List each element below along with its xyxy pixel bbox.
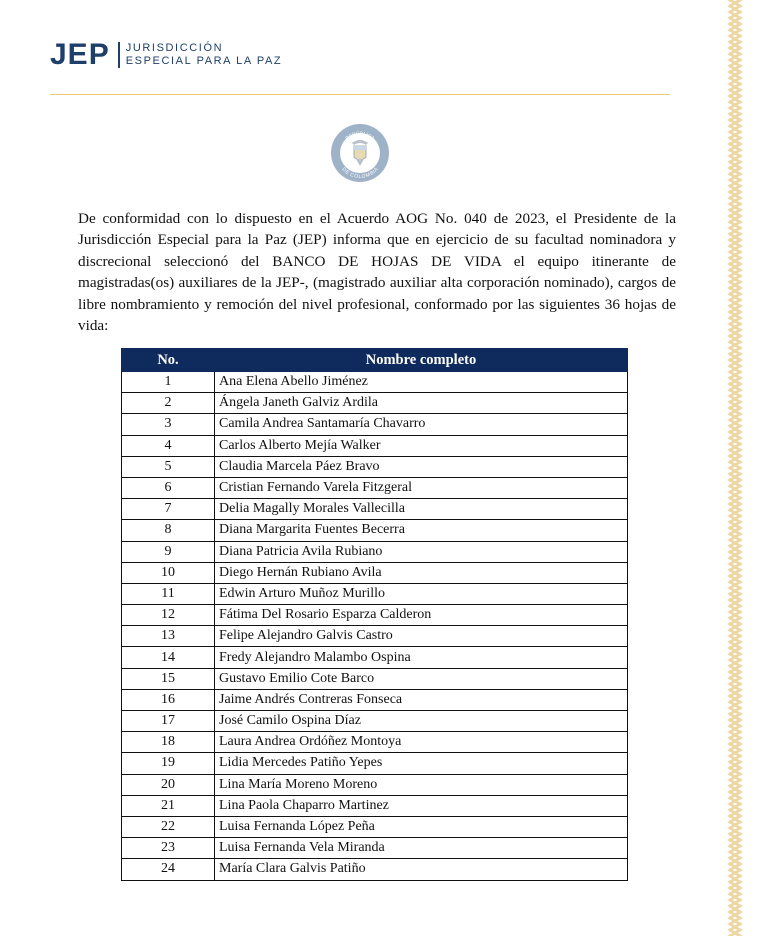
table-row: [122, 689, 628, 710]
row-number: 18: [122, 732, 215, 753]
row-full-name: Luisa Fernanda López Peña: [215, 816, 628, 837]
table-row: [122, 753, 628, 774]
row-full-name: Laura Andrea Ordóñez Montoya: [215, 732, 628, 753]
table-row: [122, 732, 628, 753]
logo-divider: [118, 42, 120, 68]
row-full-name: Lina María Moreno Moreno: [215, 774, 628, 795]
table-row: [122, 795, 628, 816]
row-full-name: Ana Elena Abello Jiménez: [215, 372, 628, 393]
row-full-name: Luisa Fernanda Vela Miranda: [215, 838, 628, 859]
announcement-paragraph: De conformidad con lo dispuesto en el Acuerdo AOG No. 040 de 2023, el Presidente de la Jurisdicción Especial para la Paz (JEP) informa que en ejercicio de su facultad nominadora y discrecional seleccionó del BANCO DE HOJAS DE VIDA el equipo itinerante de magistradas(os) auxiliares de la JEP-, (magistrado auxiliar alta corporación nominado), cargos de libre nombramiento y remoción del nivel profesional, conformado por las siguientes 36 hojas de vida:: [78, 210, 676, 335]
row-number: 13: [122, 626, 215, 647]
table-row: [122, 372, 628, 393]
table-row: [122, 816, 628, 837]
row-number: 14: [122, 647, 215, 668]
colombia-seal-icon: [330, 123, 390, 183]
row-full-name: Cristian Fernando Varela Fitzgeral: [215, 477, 628, 498]
table-row: [122, 626, 628, 647]
row-number: 9: [122, 541, 215, 562]
row-number: 6: [122, 477, 215, 498]
seal-text-top: REPÚBLICA: [344, 130, 376, 142]
table-row: [122, 477, 628, 498]
row-full-name: Carlos Alberto Mejía Walker: [215, 435, 628, 456]
decorative-chevron-border: [717, 0, 753, 936]
row-full-name: Camila Andrea Santamaría Chavarro: [215, 414, 628, 435]
row-number: 24: [122, 859, 215, 880]
column-header-name: Nombre completo: [215, 349, 628, 372]
row-number: 20: [122, 774, 215, 795]
row-full-name: Fátima Del Rosario Esparza Calderon: [215, 605, 628, 626]
row-full-name: Jaime Andrés Contreras Fonseca: [215, 689, 628, 710]
row-number: 22: [122, 816, 215, 837]
row-full-name: José Camilo Ospina Díaz: [215, 711, 628, 732]
row-number: 12: [122, 605, 215, 626]
candidates-table: [121, 348, 628, 881]
row-number: 2: [122, 393, 215, 414]
row-number: 11: [122, 583, 215, 604]
row-full-name: María Clara Galvis Patiño: [215, 859, 628, 880]
table-row: [122, 414, 628, 435]
table-row: [122, 562, 628, 583]
table-row: [122, 499, 628, 520]
table-row: [122, 859, 628, 880]
row-full-name: Ángela Janeth Galviz Ardila: [215, 393, 628, 414]
table-row: [122, 393, 628, 414]
table-row: [122, 605, 628, 626]
table-row: [122, 774, 628, 795]
table-row: [122, 838, 628, 859]
row-number: 3: [122, 414, 215, 435]
header-divider: [50, 94, 670, 95]
logo-text: [126, 42, 283, 68]
row-number: 19: [122, 753, 215, 774]
row-full-name: Fredy Alejandro Malambo Ospina: [215, 647, 628, 668]
row-number: 10: [122, 562, 215, 583]
row-number: 4: [122, 435, 215, 456]
row-full-name: Felipe Alejandro Galvis Castro: [215, 626, 628, 647]
row-number: 5: [122, 456, 215, 477]
row-full-name: Diego Hernán Rubiano Avila: [215, 562, 628, 583]
table-row: [122, 456, 628, 477]
row-full-name: Edwin Arturo Muñoz Murillo: [215, 583, 628, 604]
table-row: [122, 583, 628, 604]
row-number: 1: [122, 372, 215, 393]
logo-line-1: JURISDICCIÓN: [125, 42, 224, 54]
row-full-name: Lidia Mercedes Patiño Yepes: [215, 753, 628, 774]
row-number: 21: [122, 795, 215, 816]
table-header-row: [122, 349, 628, 372]
table-row: [122, 541, 628, 562]
column-header-number: No.: [122, 349, 215, 372]
row-full-name: Diana Margarita Fuentes Becerra: [215, 520, 628, 541]
table-row: [122, 711, 628, 732]
logo-mark: JEP: [50, 38, 110, 71]
row-full-name: Diana Patricia Avila Rubiano: [215, 541, 628, 562]
row-full-name: Claudia Marcela Páez Bravo: [215, 456, 628, 477]
row-number: 8: [122, 520, 215, 541]
row-number: 17: [122, 711, 215, 732]
row-number: 16: [122, 689, 215, 710]
table-row: [122, 520, 628, 541]
row-full-name: Lina Paola Chaparro Martinez: [215, 795, 628, 816]
logo-line-2: ESPECIAL PARA LA PAZ: [125, 55, 283, 67]
table-row: [122, 668, 628, 689]
row-full-name: Delia Magally Morales Vallecilla: [215, 499, 628, 520]
row-number: 23: [122, 838, 215, 859]
seal-text-bottom: DE COLOMBIA: [340, 166, 380, 181]
table-row: [122, 435, 628, 456]
table-row: [122, 647, 628, 668]
row-number: 7: [122, 499, 215, 520]
row-number: 15: [122, 668, 215, 689]
jep-logo: [50, 38, 282, 72]
row-full-name: Gustavo Emilio Cote Barco: [215, 668, 628, 689]
